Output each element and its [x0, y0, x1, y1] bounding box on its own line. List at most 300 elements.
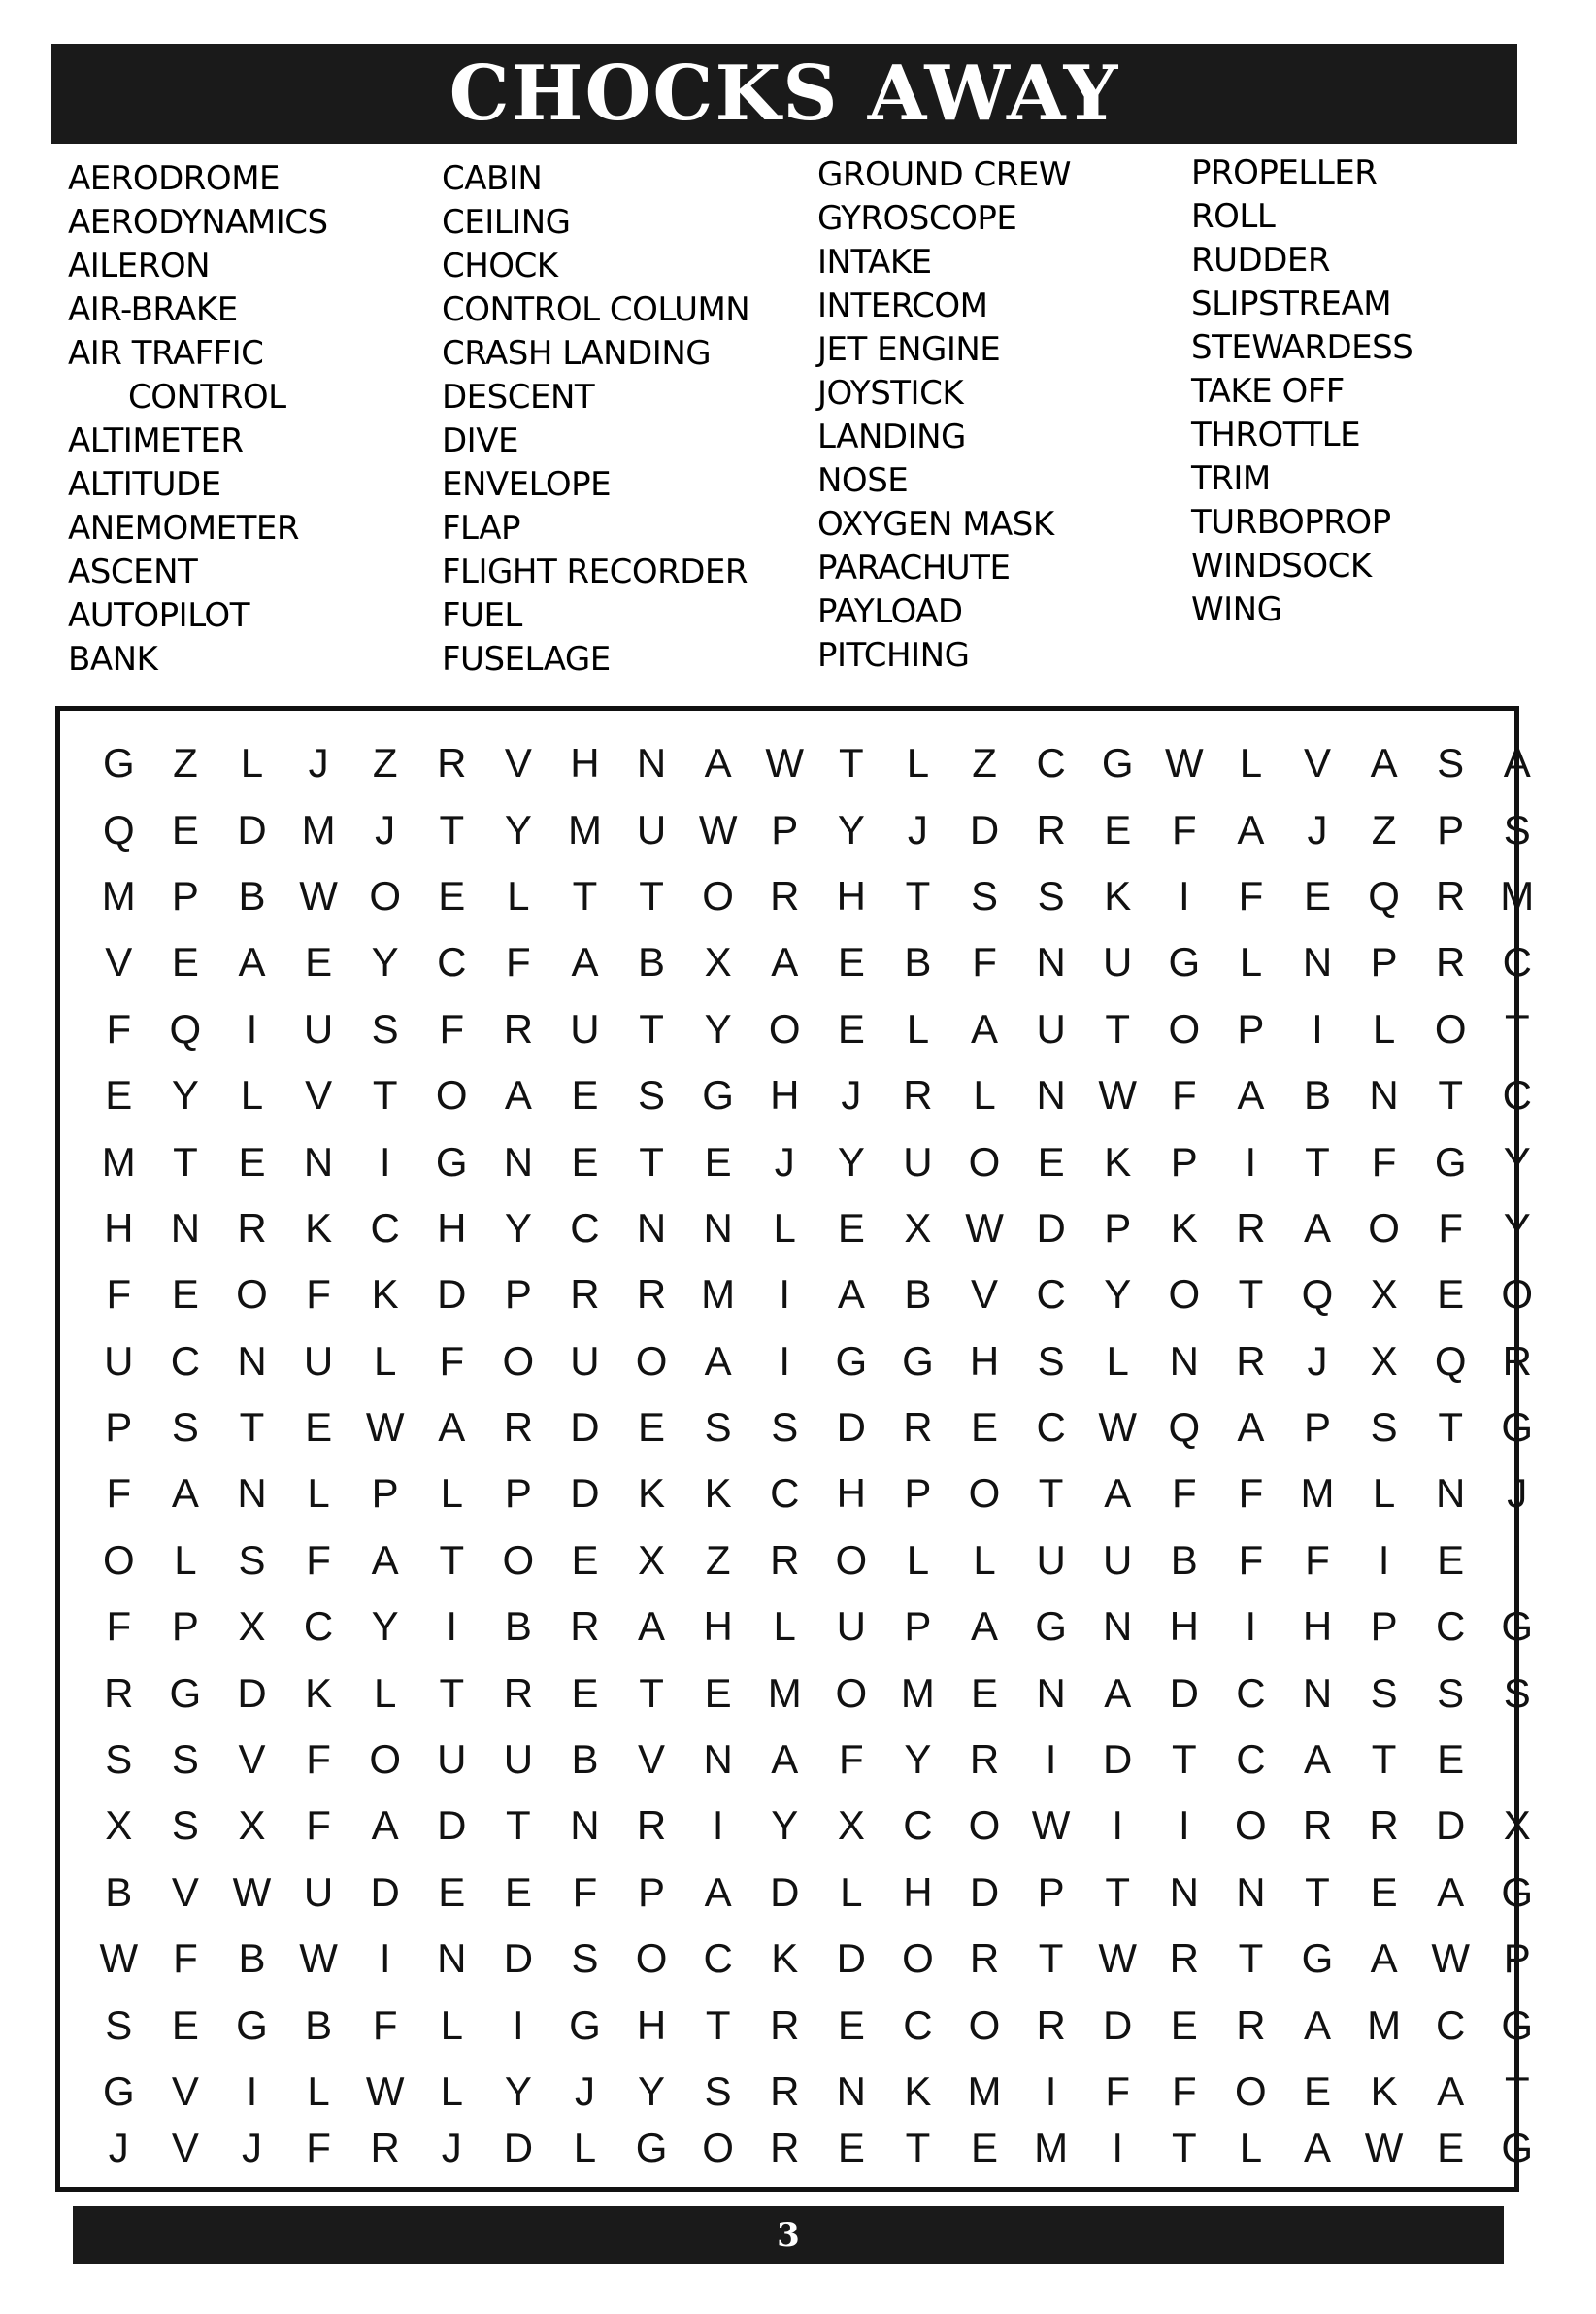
grid-letter[interactable]: E: [837, 1204, 865, 1251]
grid-letter[interactable]: A: [238, 939, 266, 986]
grid-letter[interactable]: C: [303, 1603, 334, 1650]
grid-letter[interactable]: X: [105, 1802, 133, 1849]
grid-letter[interactable]: D: [370, 1868, 400, 1915]
grid-letter[interactable]: I: [1045, 2068, 1057, 2114]
grid-letter[interactable]: R: [503, 1005, 534, 1052]
grid-letter[interactable]: F: [1305, 1536, 1330, 1583]
grid-letter[interactable]: O: [1235, 1802, 1267, 1849]
grid-letter[interactable]: W: [299, 1935, 338, 1982]
grid-letter[interactable]: A: [771, 939, 799, 986]
grid-letter[interactable]: P: [171, 872, 199, 919]
grid-letter[interactable]: R: [503, 1404, 534, 1451]
grid-letter[interactable]: O: [102, 1536, 135, 1583]
grid-letter[interactable]: Y: [704, 1005, 732, 1052]
grid-letter[interactable]: F: [1105, 2068, 1131, 2114]
grid-letter[interactable]: C: [1036, 1404, 1066, 1451]
grid-letter[interactable]: I: [1178, 872, 1190, 919]
grid-letter[interactable]: Z: [173, 740, 198, 787]
grid-letter[interactable]: O: [835, 1536, 868, 1583]
grid-letter[interactable]: H: [836, 1470, 866, 1517]
grid-letter[interactable]: H: [770, 1072, 800, 1119]
grid-letter[interactable]: N: [1169, 1868, 1199, 1915]
grid-letter[interactable]: J: [375, 806, 396, 853]
grid-letter[interactable]: T: [1105, 1868, 1131, 1915]
grid-letter[interactable]: E: [1303, 872, 1331, 919]
grid-letter[interactable]: F: [972, 939, 997, 986]
grid-letter[interactable]: R: [770, 2001, 800, 2048]
grid-letter[interactable]: W: [1098, 1935, 1138, 1982]
grid-letter[interactable]: E: [571, 1669, 599, 1716]
grid-letter[interactable]: U: [570, 1005, 600, 1052]
grid-letter[interactable]: L: [840, 1868, 863, 1915]
grid-letter[interactable]: T: [639, 1005, 664, 1052]
grid-letter[interactable]: I: [1511, 1536, 1523, 1583]
grid-letter[interactable]: S: [1437, 740, 1465, 787]
grid-letter[interactable]: V: [238, 1736, 266, 1783]
grid-letter[interactable]: I: [513, 2001, 524, 2048]
grid-letter[interactable]: W: [1164, 740, 1204, 787]
grid-letter[interactable]: E: [438, 1868, 466, 1915]
grid-letter[interactable]: V: [105, 939, 133, 986]
grid-letter[interactable]: R: [1369, 1802, 1399, 1849]
grid-letter[interactable]: P: [1503, 1935, 1531, 1982]
grid-letter[interactable]: F: [1238, 1470, 1264, 1517]
grid-letter[interactable]: K: [1104, 872, 1132, 919]
grid-letter[interactable]: C: [703, 1935, 733, 1982]
grid-letter[interactable]: I: [1178, 1802, 1190, 1849]
grid-letter[interactable]: X: [837, 1802, 865, 1849]
grid-letter[interactable]: O: [968, 2001, 1001, 2048]
grid-letter[interactable]: C: [1236, 1736, 1266, 1783]
grid-letter[interactable]: N: [570, 1802, 600, 1849]
grid-letter[interactable]: M: [900, 1669, 935, 1716]
grid-letter[interactable]: T: [639, 1138, 664, 1185]
grid-letter[interactable]: N: [503, 1138, 534, 1185]
grid-letter[interactable]: O: [1368, 1204, 1400, 1251]
grid-letter[interactable]: S: [171, 1404, 199, 1451]
grid-letter[interactable]: W: [698, 806, 738, 853]
grid-letter[interactable]: K: [1370, 2068, 1398, 2114]
grid-letter[interactable]: F: [306, 1536, 331, 1583]
grid-letter[interactable]: P: [504, 1470, 532, 1517]
grid-letter[interactable]: C: [1502, 939, 1532, 986]
grid-letter[interactable]: L: [307, 2068, 330, 2114]
grid-letter[interactable]: H: [437, 1204, 467, 1251]
grid-letter[interactable]: G: [102, 740, 135, 787]
grid-letter[interactable]: A: [1303, 1736, 1331, 1783]
grid-letter[interactable]: N: [303, 1138, 334, 1185]
grid-letter[interactable]: X: [904, 1204, 932, 1251]
grid-letter[interactable]: U: [1036, 1536, 1066, 1583]
grid-letter[interactable]: Q: [169, 1005, 202, 1052]
grid-letter[interactable]: D: [503, 1935, 534, 1982]
grid-letter[interactable]: E: [571, 1138, 599, 1185]
grid-letter[interactable]: G: [1501, 1404, 1534, 1451]
grid-letter[interactable]: G: [236, 2001, 268, 2048]
grid-letter[interactable]: L: [1239, 2125, 1263, 2171]
grid-letter[interactable]: J: [774, 1138, 795, 1185]
grid-letter[interactable]: T: [439, 1669, 465, 1716]
grid-letter[interactable]: F: [1238, 1536, 1264, 1583]
grid-letter[interactable]: A: [1104, 1669, 1132, 1716]
grid-letter[interactable]: C: [903, 2001, 933, 2048]
grid-letter[interactable]: B: [238, 1935, 266, 1982]
grid-letter[interactable]: W: [1098, 1404, 1138, 1451]
grid-letter[interactable]: J: [441, 2125, 462, 2171]
grid-letter[interactable]: L: [240, 740, 264, 787]
grid-letter[interactable]: R: [1036, 2001, 1066, 2048]
grid-letter[interactable]: E: [571, 1072, 599, 1119]
grid-letter[interactable]: F: [1171, 2068, 1197, 2114]
grid-letter[interactable]: E: [971, 1669, 999, 1716]
grid-letter[interactable]: F: [439, 1337, 465, 1384]
grid-letter[interactable]: J: [308, 740, 329, 787]
grid-letter[interactable]: O: [236, 1271, 268, 1318]
grid-letter[interactable]: F: [306, 2125, 331, 2171]
grid-letter[interactable]: G: [1501, 2125, 1534, 2171]
grid-letter[interactable]: F: [839, 1736, 864, 1783]
grid-letter[interactable]: P: [1170, 1138, 1198, 1185]
grid-letter[interactable]: P: [171, 1603, 199, 1650]
grid-letter[interactable]: N: [1236, 1868, 1266, 1915]
grid-letter[interactable]: T: [705, 2001, 731, 2048]
grid-letter[interactable]: A: [1370, 740, 1398, 787]
grid-letter[interactable]: N: [836, 2068, 866, 2114]
grid-letter[interactable]: R: [636, 1271, 667, 1318]
grid-letter[interactable]: P: [1370, 939, 1398, 986]
grid-letter[interactable]: E: [238, 1138, 266, 1185]
grid-letter[interactable]: K: [704, 1470, 732, 1517]
grid-letter[interactable]: L: [1239, 740, 1263, 787]
grid-letter[interactable]: A: [704, 740, 732, 787]
grid-letter[interactable]: U: [570, 1337, 600, 1384]
grid-letter[interactable]: F: [306, 1736, 331, 1783]
grid-letter[interactable]: H: [1302, 1603, 1333, 1650]
grid-letter[interactable]: I: [446, 1603, 458, 1650]
grid-letter[interactable]: L: [1239, 939, 1263, 986]
grid-letter[interactable]: Z: [705, 1536, 731, 1583]
grid-letter[interactable]: Y: [371, 939, 399, 986]
grid-letter[interactable]: E: [1437, 1536, 1465, 1583]
grid-letter[interactable]: Q: [1168, 1404, 1201, 1451]
grid-letter[interactable]: Z: [1371, 806, 1397, 853]
grid-letter[interactable]: S: [1370, 1404, 1398, 1451]
grid-letter[interactable]: A: [1303, 1204, 1331, 1251]
grid-letter[interactable]: A: [1104, 1470, 1132, 1517]
grid-letter[interactable]: T: [1038, 1470, 1064, 1517]
grid-letter[interactable]: K: [638, 1470, 666, 1517]
grid-letter[interactable]: A: [171, 1470, 199, 1517]
grid-letter[interactable]: T: [1504, 1005, 1530, 1052]
grid-letter[interactable]: L: [440, 2068, 463, 2114]
grid-letter[interactable]: D: [503, 2125, 534, 2171]
grid-letter[interactable]: W: [1031, 1802, 1071, 1849]
grid-letter[interactable]: O: [968, 1470, 1001, 1517]
grid-letter[interactable]: F: [1238, 872, 1264, 919]
grid-letter[interactable]: F: [173, 1935, 198, 1982]
grid-letter[interactable]: O: [502, 1536, 535, 1583]
grid-letter[interactable]: F: [506, 939, 531, 986]
grid-letter[interactable]: L: [906, 1005, 930, 1052]
grid-letter[interactable]: E: [1104, 806, 1132, 853]
grid-letter[interactable]: D: [1036, 1204, 1066, 1251]
grid-letter[interactable]: R: [1236, 1337, 1266, 1384]
grid-letter[interactable]: G: [835, 1337, 868, 1384]
grid-letter[interactable]: J: [907, 806, 928, 853]
grid-letter[interactable]: T: [239, 1404, 265, 1451]
grid-letter[interactable]: L: [507, 872, 530, 919]
grid-letter[interactable]: D: [770, 1868, 800, 1915]
grid-letter[interactable]: W: [299, 872, 338, 919]
grid-letter[interactable]: J: [574, 2068, 595, 2114]
grid-letter[interactable]: V: [638, 1736, 666, 1783]
grid-letter[interactable]: V: [504, 740, 532, 787]
grid-letter[interactable]: E: [1370, 1868, 1398, 1915]
grid-letter[interactable]: V: [1303, 740, 1331, 787]
grid-letter[interactable]: N: [1036, 1072, 1066, 1119]
grid-letter[interactable]: I: [379, 1138, 391, 1185]
grid-letter[interactable]: B: [105, 1868, 133, 1915]
grid-letter[interactable]: N: [1369, 1072, 1399, 1119]
grid-letter[interactable]: C: [1436, 1603, 1466, 1650]
grid-letter[interactable]: U: [1103, 939, 1133, 986]
grid-letter[interactable]: I: [246, 1005, 258, 1052]
grid-letter[interactable]: E: [837, 1005, 865, 1052]
grid-letter[interactable]: K: [1104, 1138, 1132, 1185]
grid-letter[interactable]: I: [779, 1271, 791, 1318]
grid-letter[interactable]: R: [237, 1204, 267, 1251]
grid-letter[interactable]: Y: [837, 806, 865, 853]
grid-letter[interactable]: N: [636, 1204, 667, 1251]
grid-letter[interactable]: K: [771, 1935, 799, 1982]
grid-letter[interactable]: D: [1169, 1669, 1199, 1716]
grid-letter[interactable]: E: [305, 939, 333, 986]
grid-letter[interactable]: E: [1437, 1271, 1465, 1318]
grid-letter[interactable]: E: [971, 2125, 999, 2171]
grid-letter[interactable]: C: [1236, 1669, 1266, 1716]
grid-letter[interactable]: M: [567, 806, 602, 853]
grid-letter[interactable]: C: [570, 1204, 600, 1251]
grid-letter[interactable]: N: [703, 1736, 733, 1783]
grid-letter[interactable]: P: [771, 806, 799, 853]
grid-letter[interactable]: D: [437, 1802, 467, 1849]
grid-letter[interactable]: G: [902, 1337, 934, 1384]
grid-letter[interactable]: G: [635, 2125, 668, 2171]
grid-letter[interactable]: A: [1370, 1935, 1398, 1982]
grid-letter[interactable]: J: [108, 2125, 129, 2171]
grid-letter[interactable]: O: [369, 1736, 401, 1783]
grid-letter[interactable]: O: [968, 1138, 1001, 1185]
grid-letter[interactable]: N: [1036, 1669, 1066, 1716]
grid-letter[interactable]: E: [438, 872, 466, 919]
grid-letter[interactable]: E: [1437, 2125, 1465, 2171]
grid-letter[interactable]: R: [104, 1669, 134, 1716]
grid-letter[interactable]: Q: [1368, 872, 1400, 919]
grid-letter[interactable]: T: [1371, 1736, 1397, 1783]
grid-letter[interactable]: F: [306, 1802, 331, 1849]
grid-letter[interactable]: R: [969, 1935, 1000, 1982]
grid-letter[interactable]: D: [1103, 1736, 1133, 1783]
grid-letter[interactable]: E: [171, 1271, 199, 1318]
grid-letter[interactable]: Q: [102, 806, 135, 853]
grid-letter[interactable]: F: [106, 1005, 132, 1052]
grid-letter[interactable]: P: [371, 1470, 399, 1517]
grid-letter[interactable]: F: [572, 1868, 598, 1915]
grid-letter[interactable]: T: [1305, 1868, 1330, 1915]
grid-letter[interactable]: N: [703, 1204, 733, 1251]
grid-letter[interactable]: U: [437, 1736, 467, 1783]
grid-letter[interactable]: A: [1237, 806, 1265, 853]
grid-letter[interactable]: O: [435, 1072, 468, 1119]
grid-letter[interactable]: J: [841, 1072, 862, 1119]
grid-letter[interactable]: U: [1036, 1005, 1066, 1052]
grid-letter[interactable]: E: [504, 1868, 532, 1915]
grid-letter[interactable]: Y: [504, 2068, 532, 2114]
grid-letter[interactable]: L: [174, 1536, 197, 1583]
grid-letter[interactable]: L: [440, 2001, 463, 2048]
grid-letter[interactable]: M: [1500, 872, 1535, 919]
grid-letter[interactable]: D: [1103, 2001, 1133, 2048]
grid-letter[interactable]: G: [435, 1138, 468, 1185]
grid-letter[interactable]: R: [770, 2125, 800, 2171]
grid-letter[interactable]: E: [1037, 1138, 1065, 1185]
grid-letter[interactable]: L: [906, 1536, 930, 1583]
grid-letter[interactable]: Y: [837, 1138, 865, 1185]
grid-letter[interactable]: A: [571, 939, 599, 986]
grid-letter[interactable]: K: [305, 1204, 333, 1251]
grid-letter[interactable]: A: [771, 1736, 799, 1783]
grid-letter[interactable]: F: [1171, 1072, 1197, 1119]
grid-letter[interactable]: T: [1305, 1138, 1330, 1185]
grid-letter[interactable]: X: [1370, 1271, 1398, 1318]
grid-letter[interactable]: A: [1503, 740, 1531, 787]
grid-letter[interactable]: M: [101, 1138, 136, 1185]
grid-letter[interactable]: S: [171, 1802, 199, 1849]
grid-letter[interactable]: F: [106, 1470, 132, 1517]
grid-letter[interactable]: J: [1307, 1337, 1328, 1384]
grid-letter[interactable]: X: [238, 1603, 266, 1650]
grid-letter[interactable]: C: [1502, 1072, 1532, 1119]
grid-letter[interactable]: S: [371, 1005, 399, 1052]
grid-letter[interactable]: S: [771, 1404, 799, 1451]
grid-letter[interactable]: S: [1437, 1669, 1465, 1716]
grid-letter[interactable]: Y: [771, 1802, 799, 1849]
grid-letter[interactable]: R: [570, 1603, 600, 1650]
grid-letter[interactable]: R: [570, 1271, 600, 1318]
grid-letter[interactable]: S: [704, 2068, 732, 2114]
grid-letter[interactable]: W: [965, 1204, 1004, 1251]
grid-letter[interactable]: E: [171, 939, 199, 986]
grid-letter[interactable]: C: [370, 1204, 400, 1251]
grid-letter[interactable]: L: [973, 1536, 996, 1583]
grid-letter[interactable]: T: [839, 740, 864, 787]
grid-letter[interactable]: X: [1370, 1337, 1398, 1384]
grid-letter[interactable]: I: [779, 1337, 791, 1384]
grid-letter[interactable]: T: [1238, 1271, 1264, 1318]
grid-letter[interactable]: T: [1438, 1404, 1463, 1451]
grid-letter[interactable]: D: [969, 1868, 1000, 1915]
grid-letter[interactable]: R: [1036, 806, 1066, 853]
grid-letter[interactable]: X: [238, 1802, 266, 1849]
grid-letter[interactable]: G: [569, 2001, 601, 2048]
grid-letter[interactable]: K: [371, 1271, 399, 1318]
grid-letter[interactable]: A: [704, 1337, 732, 1384]
grid-letter[interactable]: W: [1431, 1935, 1470, 1982]
grid-letter[interactable]: L: [1106, 1337, 1129, 1384]
grid-letter[interactable]: W: [232, 1868, 272, 1915]
grid-letter[interactable]: Z: [372, 740, 398, 787]
grid-letter[interactable]: O: [702, 2125, 734, 2171]
grid-letter[interactable]: T: [1171, 1736, 1197, 1783]
grid-letter[interactable]: W: [1098, 1072, 1138, 1119]
grid-letter[interactable]: D: [570, 1470, 600, 1517]
grid-letter[interactable]: F: [439, 1005, 465, 1052]
grid-letter[interactable]: S: [238, 1536, 266, 1583]
grid-letter[interactable]: U: [903, 1138, 933, 1185]
grid-letter[interactable]: R: [1502, 1337, 1532, 1384]
grid-letter[interactable]: L: [973, 1072, 996, 1119]
grid-letter[interactable]: Y: [638, 2068, 666, 2114]
grid-letter[interactable]: D: [1436, 1802, 1466, 1849]
grid-letter[interactable]: E: [571, 1536, 599, 1583]
grid-letter[interactable]: W: [765, 740, 805, 787]
grid-letter[interactable]: N: [437, 1935, 467, 1982]
grid-letter[interactable]: F: [306, 1271, 331, 1318]
grid-letter[interactable]: E: [1170, 2001, 1198, 2048]
grid-letter[interactable]: B: [904, 939, 932, 986]
grid-letter[interactable]: S: [638, 1072, 666, 1119]
grid-letter[interactable]: D: [836, 1404, 866, 1451]
grid-letter[interactable]: F: [1171, 806, 1197, 853]
grid-letter[interactable]: F: [1171, 1470, 1197, 1517]
grid-letter[interactable]: I: [1245, 1138, 1257, 1185]
grid-letter[interactable]: P: [1437, 806, 1465, 853]
grid-letter[interactable]: R: [1302, 1802, 1333, 1849]
grid-letter[interactable]: B: [305, 2001, 333, 2048]
grid-letter[interactable]: A: [504, 1072, 532, 1119]
grid-letter[interactable]: T: [905, 2125, 931, 2171]
grid-letter[interactable]: S: [1503, 806, 1531, 853]
grid-letter[interactable]: T: [639, 872, 664, 919]
grid-letter[interactable]: V: [971, 1271, 999, 1318]
grid-letter[interactable]: N: [1302, 939, 1333, 986]
grid-letter[interactable]: B: [504, 1603, 532, 1650]
grid-letter[interactable]: A: [438, 1404, 466, 1451]
grid-letter[interactable]: A: [1437, 2068, 1465, 2114]
grid-letter[interactable]: R: [1169, 1935, 1199, 1982]
grid-letter[interactable]: S: [171, 1736, 199, 1783]
grid-letter[interactable]: A: [971, 1603, 999, 1650]
grid-letter[interactable]: E: [305, 1404, 333, 1451]
grid-letter[interactable]: T: [572, 872, 598, 919]
grid-letter[interactable]: T: [1438, 1072, 1463, 1119]
grid-letter[interactable]: L: [440, 1470, 463, 1517]
grid-letter[interactable]: E: [971, 1404, 999, 1451]
grid-letter[interactable]: O: [968, 1802, 1001, 1849]
grid-letter[interactable]: G: [1434, 1138, 1467, 1185]
grid-letter[interactable]: E: [171, 2001, 199, 2048]
grid-letter[interactable]: A: [1237, 1404, 1265, 1451]
grid-letter[interactable]: U: [303, 1337, 334, 1384]
grid-letter[interactable]: V: [171, 2125, 199, 2171]
grid-letter[interactable]: A: [1437, 1868, 1465, 1915]
grid-letter[interactable]: F: [106, 1603, 132, 1650]
grid-letter[interactable]: M: [767, 1669, 802, 1716]
grid-letter[interactable]: L: [1372, 1005, 1396, 1052]
grid-letter[interactable]: W: [1364, 2125, 1404, 2171]
grid-letter[interactable]: A: [704, 1868, 732, 1915]
grid-letter[interactable]: R: [503, 1669, 534, 1716]
